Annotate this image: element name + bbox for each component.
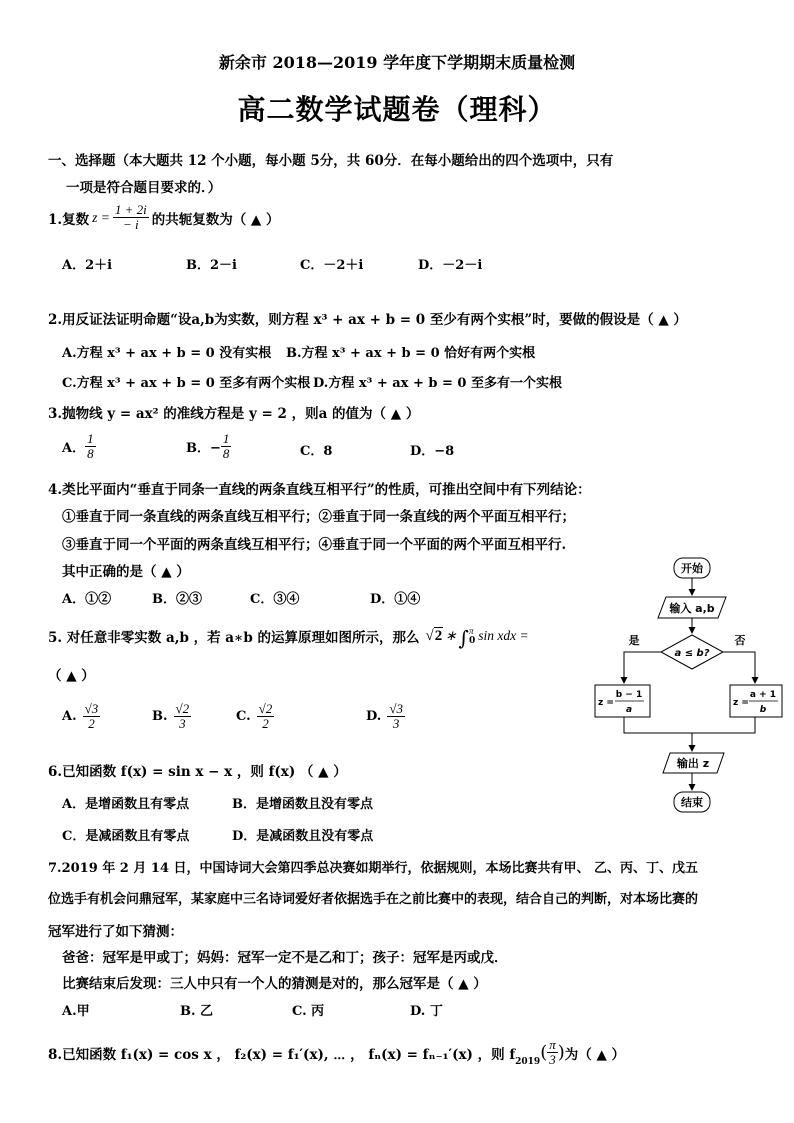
question-7-question: 比赛结束后发现：三人中只有一个人的猜测是对的，那么冠军是（ ▲ ） [62, 976, 487, 992]
q8-stem-text: 8.已知函数 f₁(x) = cos x ， f₂(x) = f₁′(x), ⋯ ， fₙ(x) = fₙ₋₁′(x) ，则 f [48, 1046, 516, 1063]
flow-input-label: 输入 a,b [669, 602, 715, 615]
flow-no-label: 否 [734, 634, 746, 647]
question-4-stem: 4.类比平面内“垂直于同条一直线的两条直线互相平行”的性质，可推出空间中有下列结论： [48, 482, 591, 498]
q5-a-fraction [83, 702, 101, 731]
q3-option-b-fraction [221, 432, 232, 461]
q5-star: ∗ [445, 628, 457, 643]
q2-option-b: B.方程 x³ + ax + b = 0 恰好有两个实根 [286, 346, 536, 361]
q2-option-d: D.方程 x³ + ax + b = 0 至多有一个实根 [313, 376, 562, 391]
q5-d-label: D. [366, 709, 382, 724]
flow-start-label: 开始 [681, 562, 703, 575]
question-5-stem [48, 624, 529, 648]
q3-option-b-label: B．− [186, 441, 221, 456]
q4-question: 其中正确的是（ ▲ ） [62, 564, 190, 580]
section-instructions: 一、选择题（本大题共 12 个小题，每小题 5分，共 60分．在每小题给出的四个选项中，只有 [48, 153, 614, 169]
flow-right-z: z = [733, 698, 749, 708]
q8-close-paren: ) [557, 1042, 565, 1063]
q6-option-b: B．是增函数且没有零点 [232, 797, 373, 812]
q8-suffix: 为（ ▲ ） [564, 1046, 626, 1063]
question-8-stem [48, 1038, 625, 1067]
q3-option-a-fraction [85, 432, 96, 461]
q5-option-a [62, 702, 100, 731]
q1-option-b: B．2－i [186, 258, 237, 273]
exam-title: 高二数学试题卷（理科） [237, 93, 557, 126]
flow-output-label: 输出 z [676, 757, 710, 770]
flow-right-num: a + 1 [749, 690, 777, 700]
q3-b-num: 1 [222, 431, 230, 446]
q7-option-d: D. 丁 [410, 1004, 443, 1019]
q5-d-num: √3 [389, 701, 403, 716]
q3-option-a-label: A． [62, 441, 86, 456]
q7-option-a: A.甲 [62, 1004, 90, 1019]
q5-c-num: √2 [258, 701, 273, 716]
flow-end-label: 结束 [681, 796, 703, 809]
q2-option-a: A.方程 x³ + ax + b = 0 没有实根 [62, 346, 272, 361]
q3-option-d: D．−8 [410, 444, 455, 459]
q1-option-a: A．2＋i [62, 258, 113, 273]
q4-option-b: B．②③ [152, 592, 202, 607]
q5-d-fraction [387, 702, 405, 731]
q5-a-num: √3 [84, 701, 99, 716]
q4-statements-1: ①垂直于同一条直线的两条直线互相平行；②垂直于同一条直线的两个平面互相平行； [62, 509, 575, 525]
q5-b-den: 3 [179, 716, 186, 731]
question-7-line-1: 7.2019 年 2 月 14 日，中国诗词大会第四季总决赛如期举行，依据规则，本场比赛共有甲、 乙、丙、丁、戊五 [48, 861, 699, 876]
q6-option-d: D．是减函数且没有零点 [232, 829, 374, 844]
q5-option-b [152, 702, 191, 731]
q6-option-a: A．是增函数且有零点 [62, 797, 190, 812]
flow-right-den: b [759, 705, 767, 715]
q2-option-c: C.方程 x³ + ax + b = 0 至多有两个实根 [62, 376, 311, 391]
flow-left-num: b − 1 [615, 690, 643, 700]
question-3-stem: 3.抛物线 y = ax² 的准线方程是 y = 2 ，则a 的值为（ ▲ ） [48, 406, 420, 422]
q3-a-den: 8 [87, 446, 94, 461]
q5-a-den: 2 [88, 716, 95, 731]
q5-b-num: √2 [175, 701, 190, 716]
q5-stem-text: 5. 对任意非零实数 a,b ，若 a∗b 的运算原理如图所示，那么 [48, 630, 420, 646]
q5-c-fraction [257, 702, 275, 731]
q4-option-c: C．③④ [250, 592, 300, 607]
q5-integral-sign: ∫ [458, 626, 469, 650]
q5-sqrt-radicand: 2 [434, 627, 443, 644]
exam-subtitle: 新余市 2018—2019 学年度下学期期末质量检测 [218, 53, 576, 72]
q8-num: π [549, 1037, 556, 1052]
q3-a-num: 1 [87, 431, 94, 446]
q3-option-a [62, 432, 96, 461]
q1-option-c: C．－2＋i [300, 258, 364, 273]
flow-left-den: a [625, 705, 633, 715]
q1-denominator: − i [122, 217, 139, 232]
q1-numerator: 1 + 2i [114, 202, 147, 217]
q5-lower-limit: 0 [468, 636, 476, 646]
q3-option-c: C．8 [300, 444, 333, 459]
question-1-stem [48, 203, 280, 232]
q5-upper-limit: π [468, 626, 474, 636]
q4-option-a: A．①② [62, 592, 112, 607]
q1-prefix: 1.复数 [48, 211, 90, 228]
q5-option-c [236, 702, 274, 731]
q5-b-fraction [174, 702, 192, 731]
flowchart [590, 552, 790, 822]
q5-integral-limits [469, 626, 475, 646]
q5-marker: （ ▲ ） [48, 668, 95, 684]
q3-option-b [186, 432, 231, 461]
q8-fraction [547, 1038, 558, 1067]
q1-z: z = [92, 209, 110, 225]
q8-open-paren: ( [540, 1042, 548, 1063]
q8-den: 3 [549, 1052, 556, 1067]
q5-integrand: sin xdx = [478, 628, 529, 643]
flow-decision-label: a ≤ b? [674, 648, 710, 659]
q1-suffix: 的共轭复数为（ ▲ ） [151, 211, 280, 228]
q3-b-den: 8 [222, 446, 230, 461]
q4-statements-2: ③垂直于同一个平面的两条直线互相平行；④垂直于同一个平面的两个平面互相平行. [62, 537, 567, 553]
question-7-line-3: 冠军进行了如下猜测： [48, 924, 183, 940]
q5-a-label: A. [62, 709, 77, 724]
q5-c-den: 2 [262, 716, 269, 731]
flow-left-z: z = [598, 698, 614, 708]
question-2-stem: 2.用反证法证明命题“设a,b为实数，则方程 x³ + ax + b = 0 至少有两个实根”时，要做的假设是（ ▲ ） [48, 312, 687, 328]
q5-b-label: B. [152, 709, 168, 724]
q1-option-d: D．－2－i [418, 258, 483, 273]
question-7-guesses: 爸爸：冠军是甲或丁；妈妈：冠军一定不是乙和丁；孩子：冠军是丙或戊． [62, 950, 508, 966]
question-6-stem: 6.已知函数 f(x) = sin x − x ，则 f(x) （ ▲ ） [48, 764, 347, 780]
q1-fraction [113, 203, 149, 232]
q5-d-den: 3 [392, 716, 400, 731]
q8-subscript: 2019 [515, 1057, 541, 1067]
question-7-line-2: 位选手有机会问鼎冠军，某家庭中三名诗词爱好者依据选手在之前比赛中的表现，结合自己的判断，对本场比赛的 [48, 892, 699, 907]
flow-yes-label: 是 [628, 634, 640, 647]
section-instructions-cont: 一项是符合题目要求的．） [66, 180, 222, 196]
q5-sqrt: √2 [425, 627, 443, 644]
q7-option-c: C. 丙 [292, 1004, 325, 1019]
q5-option-d [366, 702, 405, 731]
q5-c-label: C. [236, 709, 251, 724]
q7-option-b: B. 乙 [180, 1004, 214, 1019]
q6-option-c: C．是减函数且有零点 [62, 829, 190, 844]
q4-option-d: D．①④ [370, 592, 421, 607]
